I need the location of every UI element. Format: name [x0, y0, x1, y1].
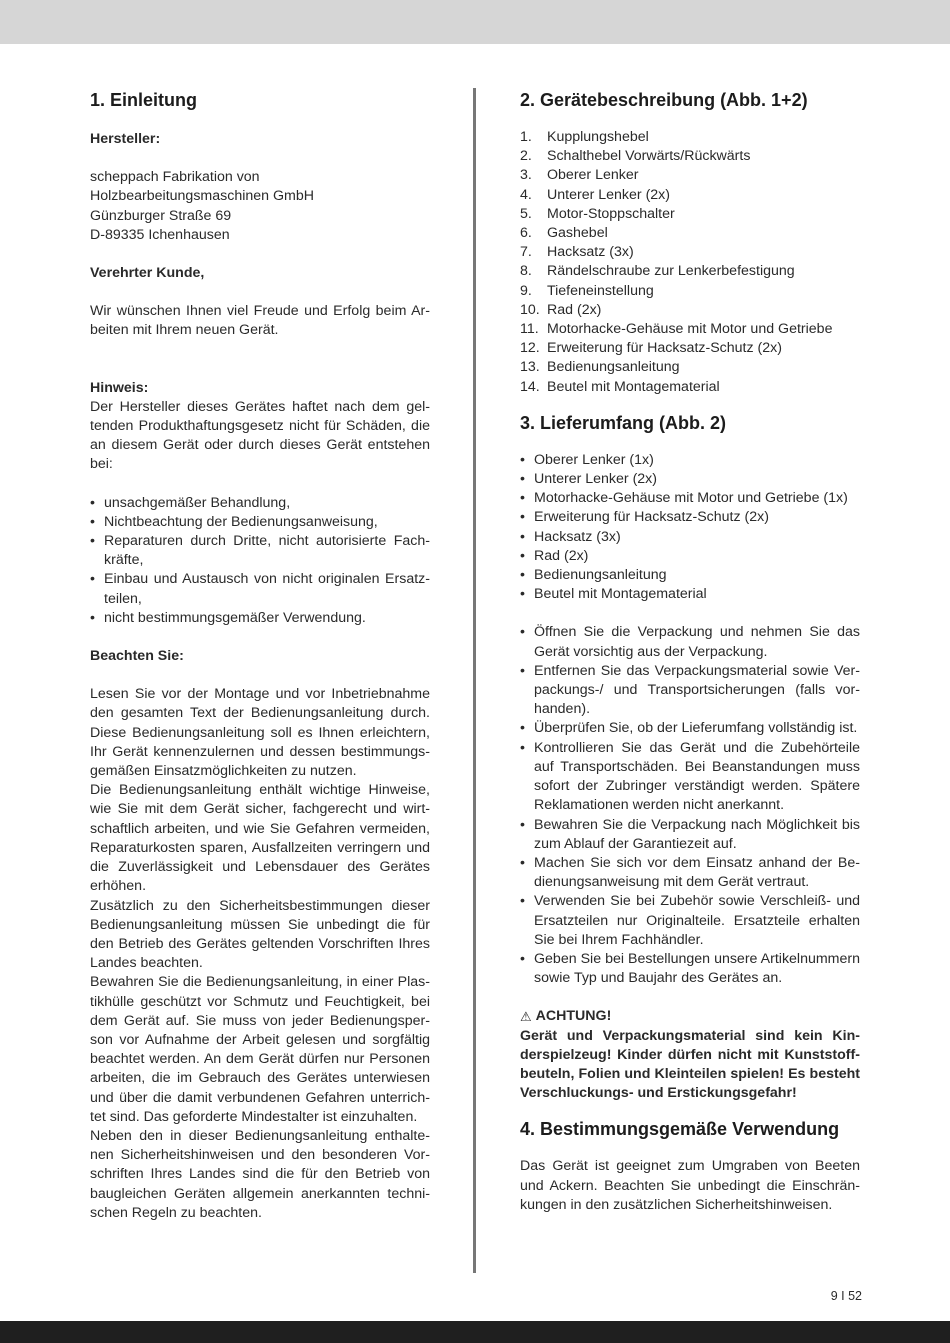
- list-item: [520, 186, 860, 205]
- item-label: Oberer Lenker: [547, 167, 639, 184]
- footer-band: [0, 1321, 950, 1343]
- item-label: Beutel mit Montagematerial: [547, 378, 720, 395]
- item-number: 8.: [520, 263, 532, 280]
- column-divider: [473, 88, 476, 1273]
- unpacking-list: [520, 623, 860, 988]
- item-number: 10.: [520, 301, 540, 318]
- warning-text: Gerät und Verpackungsmaterial sind kein Kinderspielzeug! Kinder dürfen nicht mit Kunststoffbeuteln, Folien und Kleinteilen spielen! Es besteht Verschluckungs- und Erstickungsgefahr!: [520, 1027, 860, 1102]
- item-number: 11.: [520, 321, 539, 338]
- paragraph: Neben den in dieser Bedienungsanleitung enthaltenen Sicherheitshinweisen und den besonderen Vorschriften Ihres Landes sind die für den Betrieb von baugleichen Geräten allgemein anerkannten technischen Regeln zu beachten.: [90, 1127, 430, 1221]
- attention-label: Beachten Sie:: [90, 648, 184, 665]
- list-item: • Beutel mit Montagematerial: [520, 585, 860, 604]
- note-text: Der Hersteller dieses Gerätes haftet nach dem geltenden Produkthaftungsgesetz nicht für Schäden, die an diesem Gerät oder durch dieses Gerät entstehen bei:: [90, 398, 430, 473]
- list-item: [520, 320, 860, 339]
- left-column: [90, 88, 430, 1223]
- list-item: [520, 224, 860, 243]
- delivery-list: [520, 451, 860, 605]
- list-item: • Bewahren Sie die Verpackung nach Möglichkeit bis zum Ablauf der Garantiezeit auf.: [520, 816, 860, 854]
- item-number: 2.: [520, 148, 532, 165]
- list-item: • Entfernen Sie das Verpackungsmaterial sowie Verpackungs-/ und Transportsicherungen (falls vorhanden).: [520, 662, 860, 720]
- list-item: • Oberer Lenker (1x): [520, 451, 860, 470]
- section-heading-introduction: 1. Einleitung: [90, 90, 198, 110]
- list-item: • Machen Sie sich vor dem Einsatz anhand der Bedienungsanweisung mit dem Gerät vertraut.: [520, 854, 860, 892]
- list-item: • Überprüfen Sie, ob der Lieferumfang vollständig ist.: [520, 719, 860, 738]
- list-item: • Einbau und Austausch von nicht originalen Ersatzteilen,: [90, 570, 430, 608]
- paragraph: Die Bedienungsanleitung enthält wichtige Hinweise, wie Sie mit dem Gerät sicher, fachgerecht und wirtschaftlich arbeiten, und wie Sie Gefahren vermeiden, Reparaturkosten sparen, Ausfallzeiten verringern und die Zuverlässigkeit und Lebensdauer des Gerätes erhöhen.: [90, 782, 430, 895]
- note-label: Hinweis:: [90, 379, 149, 396]
- item-label: Bedienungsanleitung: [547, 359, 680, 376]
- item-label: Hacksatz (3x): [547, 244, 634, 261]
- parts-list: [520, 128, 860, 397]
- warning-block: [520, 1007, 860, 1103]
- item-label: Schalthebel Vorwärts/Rückwärts: [547, 148, 751, 165]
- list-item: [520, 147, 860, 166]
- list-item: • Hacksatz (3x): [520, 528, 860, 547]
- item-number: 3.: [520, 167, 532, 184]
- warning-triangle-icon: ⚠: [520, 1009, 532, 1025]
- warning-title-text: ACHTUNG!: [535, 1008, 612, 1025]
- paragraph: Zusätzlich zu den Sicherheitsbestimmungen dieser Bedienungsanleitung müssen Sie unbedingt die für den Betrieb des Gerätes geltenden Vorschriften Ihres Landes beachten.: [90, 897, 430, 972]
- item-number: 7.: [520, 244, 532, 261]
- list-item: [520, 339, 860, 358]
- list-item: [520, 378, 860, 397]
- list-item: • Bedienungsanleitung: [520, 566, 860, 585]
- paragraph: Bewahren Sie die Bedienungsanleitung, in einer Plastikhülle geschützt vor Schmutz und Feuchtigkeit, bei dem Gerät auf. Sie muss von jeder Bedienungsperson vor Aufnahme der Arbeit gelesen und sorgfältig beachtet werden. An dem Gerät dürfen nur Personen arbeiten, die im Gebrauch des Gerätes unterwiesen und über die damit verbundenen Gefahren unterrichtet sind. Das geforderte Mindestalter ist einzuhalten.: [90, 974, 430, 1125]
- item-label: Rad (2x): [547, 301, 602, 318]
- list-item: [520, 301, 860, 320]
- address-line: scheppach Fabrikation von: [90, 169, 260, 186]
- right-column: [520, 88, 860, 1215]
- address-line: Holzbearbeitungsmaschinen GmbH: [90, 188, 314, 205]
- section-heading-description: 2. Gerätebeschreibung (Abb. 1+2): [520, 90, 808, 110]
- list-item: • Geben Sie bei Bestellungen unsere Artikelnummern sowie Typ und Baujahr des Gerätes an.: [520, 950, 860, 988]
- item-number: 12.: [520, 340, 540, 357]
- list-item: • Kontrollieren Sie das Gerät und die Zubehörteile auf Transportschäden. Bei Beanstandungen muss sofort der Zubringer verständigt werden. Spätere Reklamationen werden nicht anerkannt.: [520, 739, 860, 816]
- address-line: Günzburger Straße 69: [90, 207, 232, 224]
- list-item: [520, 358, 860, 377]
- greeting: Verehrter Kunde,: [90, 265, 205, 282]
- item-label: Kupplungshebel: [547, 129, 649, 145]
- item-number: 1.: [520, 129, 532, 145]
- list-item: • Motorhacke-Gehäuse mit Motor und Getriebe (1x): [520, 489, 860, 508]
- list-item: • nicht bestimmungsgemäßer Verwendung.: [90, 609, 430, 628]
- intended-use-text: Das Gerät ist geeignet zum Umgraben von Beeten und Ackern. Beachten Sie unbedingt die Einschränkungen in den zusätzlichen Sicherheitshinweisen.: [520, 1158, 860, 1213]
- list-item: [520, 262, 860, 281]
- item-number: 13.: [520, 359, 540, 376]
- header-band: [0, 0, 950, 44]
- list-item: • Öffnen Sie die Verpackung und nehmen Sie das Gerät vorsichtig aus der Verpackung.: [520, 623, 860, 661]
- list-item: [520, 166, 860, 185]
- section-heading-intended-use: 4. Bestimmungsgemäße Verwendung: [520, 1119, 840, 1140]
- list-item: • Verwenden Sie bei Zubehör sowie Verschleiß- und Ersatzteilen nur Originalteile. Ersatzteile erhalten Sie bei Ihrem Fachhändler.: [520, 892, 860, 950]
- address-line: D-89335 Ichenhausen: [90, 226, 230, 243]
- list-item: [520, 128, 860, 147]
- item-number: 9.: [520, 282, 532, 299]
- item-number: 5.: [520, 205, 532, 222]
- item-label: Motor-Stoppschalter: [547, 205, 675, 222]
- list-item: • Nichtbeachtung der Bedienungsanweisung,: [90, 513, 430, 532]
- list-item: • unsachgemäßer Behandlung,: [90, 494, 430, 513]
- list-item: [520, 282, 860, 301]
- item-number: 14.: [520, 378, 540, 395]
- section-heading-delivery: 3. Lieferumfang (Abb. 2): [520, 412, 727, 433]
- item-label: Unterer Lenker (2x): [547, 186, 671, 203]
- list-item: [520, 243, 860, 262]
- warning-title: [520, 1007, 860, 1026]
- list-item: • Unterer Lenker (2x): [520, 470, 860, 489]
- item-label: Motorhacke-Gehäuse mit Motor und Getriebe: [547, 321, 833, 338]
- list-item: • Rad (2x): [520, 547, 860, 566]
- manufacturer-label: Hersteller:: [90, 131, 161, 147]
- list-item: • Reparaturen durch Dritte, nicht autorisierte Fachkräfte,: [90, 532, 430, 570]
- item-label: Gashebel: [547, 225, 608, 242]
- attention-body: [90, 685, 430, 1223]
- item-label: Tiefeneinstellung: [547, 282, 654, 299]
- item-number: 6.: [520, 225, 532, 242]
- item-label: Erweiterung für Hacksatz-Schutz (2x): [547, 340, 782, 357]
- welcome-text: Wir wünschen Ihnen viel Freude und Erfolg beim Arbeiten mit Ihrem neuen Gerät.: [90, 303, 430, 339]
- paragraph: Lesen Sie vor der Montage und vor Inbetriebnahme den gesamten Text der Bedienungsanleitung durch. Diese Bedienungsanleitung soll es Ihnen erleichtern, Ihr Gerät kennenzulernen und dessen bestimmungsgemäßen Einsatzmöglichkeiten zu nutzen.: [90, 686, 430, 780]
- liability-list: [90, 494, 430, 628]
- list-item: [520, 205, 860, 224]
- manufacturer-address: [90, 168, 430, 245]
- item-label: Rändelschraube zur Lenkerbefestigung: [547, 263, 795, 280]
- item-number: 4.: [520, 186, 532, 203]
- page-number: 9 I 52: [830, 1289, 862, 1303]
- list-item: • Erweiterung für Hacksatz-Schutz (2x): [520, 508, 860, 527]
